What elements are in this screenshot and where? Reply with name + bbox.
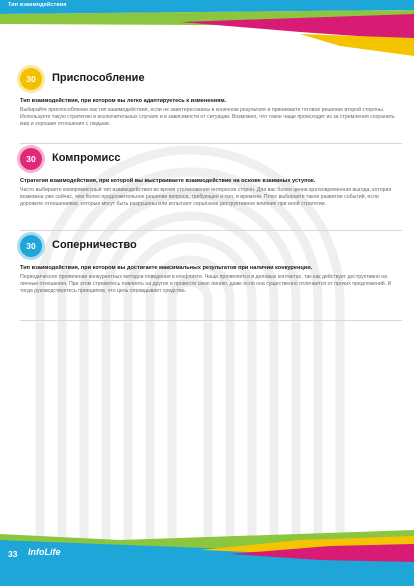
score-badge: 30 [20, 235, 42, 257]
header-title: Тип взаимодействия [8, 2, 67, 8]
page-number: 33 [8, 549, 18, 559]
score-badge: 30 [20, 68, 42, 90]
section-title: Компромисс [52, 152, 121, 164]
section-divider [20, 320, 402, 321]
section-title: Соперничество [52, 239, 137, 251]
section-title: Приспособление [52, 72, 145, 84]
section-lead: Стратегия взаимодействия, при которой вы выстраиваете взаимодействие на основе взаимных уступок. [20, 178, 316, 184]
section-accommodation [20, 68, 402, 138]
header-band [0, 0, 414, 60]
section-competition [20, 235, 402, 315]
footer-band [0, 520, 414, 586]
section-compromise [20, 148, 402, 228]
section-divider [20, 143, 402, 144]
section-body: Часто выбираете компромиссный тип взаимодействия во время столкновения интересов сторон. Для вас более ценна кратковременная выгода, которая возможна уже сейчас, чем более продолжительное решение вопроса, требующее и сил, и времени. Плюс выбираете такое развитие событий, если дорожите отношениями, которые могут быть разрушены или испытают серьёзное деструктивное влияние при иной стратегии. [20, 187, 392, 208]
score-badge: 30 [20, 148, 42, 170]
section-body: Выбирайте приспособление как тип взаимодействия, если не заинтересованы в конечном результате и принимаете готовое решение второй стороны. Используете такую стратегию в исключительных случаях и в зависимости от ситуации. Возможно, что такое чаще происходит из за стремления сохранить мир и хорошие отношения с людьми. [20, 107, 395, 128]
section-divider [20, 230, 402, 231]
section-body: Периодическое проявление конкурентных методов поведения в конфликте. Чаще проявляется в деловых контактах, так как действует деструктивно на личные отношения. При этом стремитесь повлиять на других и провести свою линию, даже если она существенно отличается от прочих предложений. И тогда руководствуетесь принципом, что цель оправдывает средства. [20, 274, 392, 295]
section-lead: Тип взаимодействия, при котором вы достигаете максимальных результатов при наличии конкуренции. [20, 265, 313, 271]
section-lead: Тип взаимодействия, при котором вы легко адаптируетесь к изменениям. [20, 98, 227, 104]
infolife-logo: InfoLife [28, 547, 61, 557]
